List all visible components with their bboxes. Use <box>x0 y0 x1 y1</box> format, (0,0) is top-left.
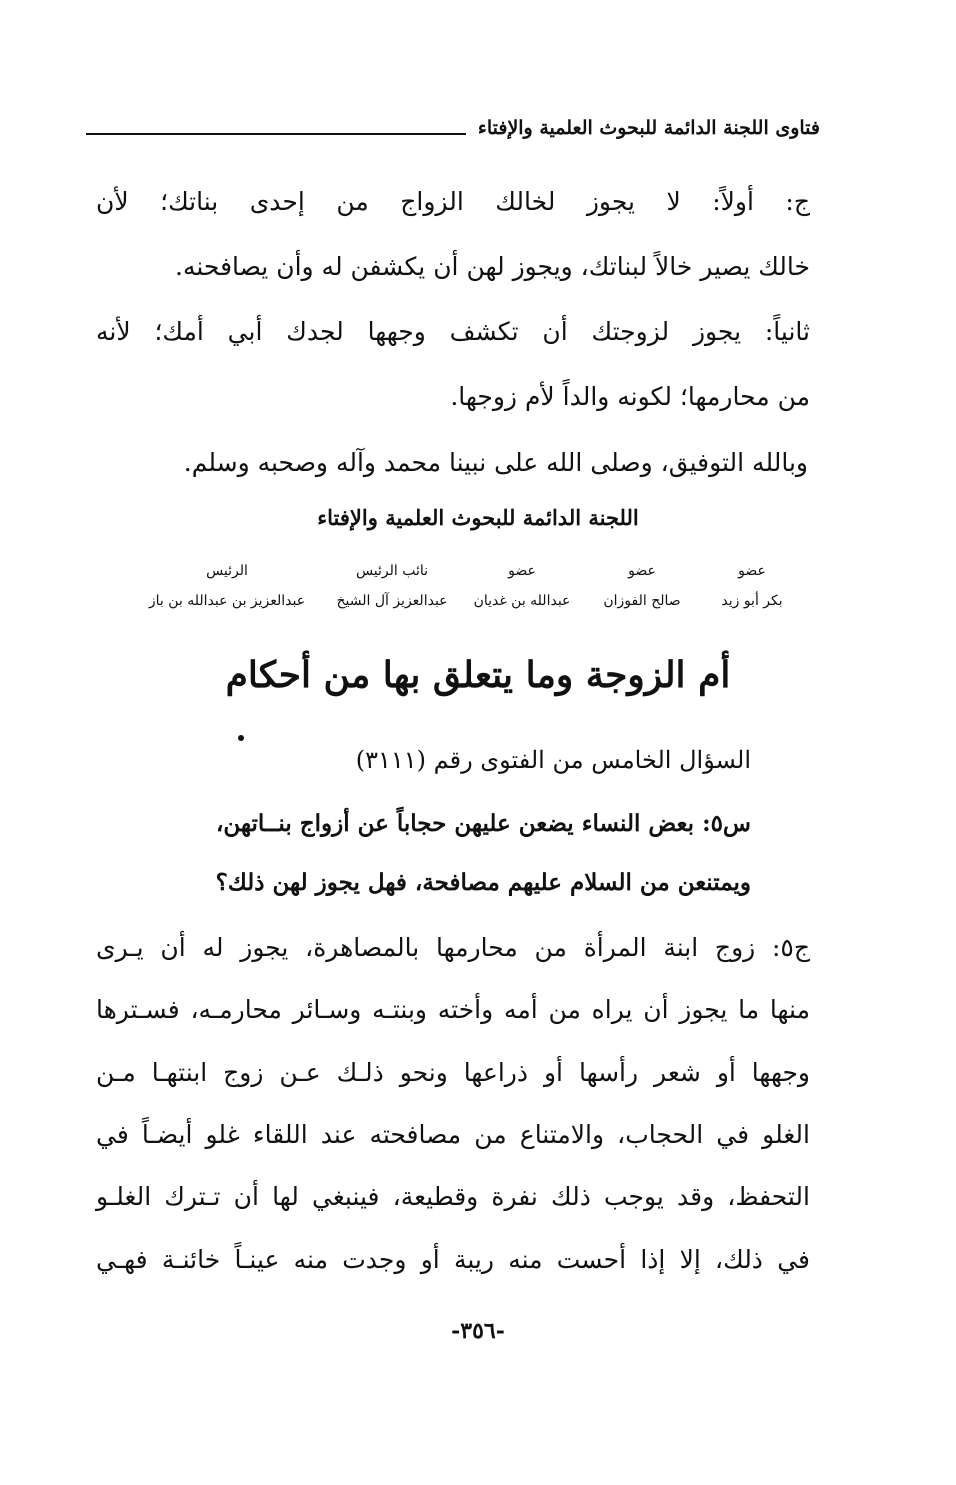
answer-line-2: منها ما يجوز أن يراه من أمه وأخته وبنتـه وسـائر محارمـه، فسـترها <box>96 995 810 1024</box>
header-rule <box>86 133 466 135</box>
section-title: أم الزوجة وما يتعلق بها من أحكام <box>225 654 731 696</box>
signature-block <box>100 556 812 616</box>
question-reference: السؤال الخامس من الفتوى رقم (٣١١١) <box>355 746 751 774</box>
signature-member-1 <box>721 556 782 616</box>
question-line-2: ويمتنعن من السلام عليهم مصافحة، فهل يجوز لهن ذلك؟ <box>215 869 751 896</box>
signature-member-5 <box>149 556 305 616</box>
answer-prev-line-2: خالك يصير خالاً لبناتك، ويجوز لهن أن يكشفن له وأن يصافحنه. <box>175 252 810 281</box>
answer-line-5: التحفظ، وقد يوجب ذلك نفرة وقطيعة، فينبغي لها أن تـترك الغلـو <box>96 1182 810 1211</box>
signature-name: عبدالعزيز آل الشيخ <box>336 593 448 609</box>
page-number: -٣٥٦- <box>451 1318 505 1344</box>
signature-role: الرئيس <box>206 563 248 579</box>
signature-name: عبدالله بن غديان <box>473 593 571 609</box>
running-header <box>86 108 820 148</box>
header-title: فتاوى اللجنة الدائمة للبحوث العلمية والإفتاء <box>477 117 820 139</box>
signature-role: عضو <box>508 563 536 579</box>
answer-prev-line-1: ج: أولاً: لا يجوز لخالك الزواج من إحدى بناتك؛ لأن <box>96 187 810 216</box>
signature-name: بكر أبو زيد <box>721 593 783 609</box>
signature-name: عبدالعزيز بن عبدالله بن باز <box>148 593 306 609</box>
question-line-1: س٥: بعض النساء يضعن عليهن حجاباً عن أزواج بنــاتهن، <box>216 810 751 837</box>
signature-role: عضو <box>738 563 766 579</box>
closing-line: وبالله التوفيق، وصلى الله على نبينا محمد وآله وصحبه وسلم. <box>183 448 808 477</box>
signature-member-3 <box>474 556 571 616</box>
signature-member-4 <box>336 556 447 616</box>
signature-member-2 <box>603 556 680 616</box>
answer-line-1: ج٥: زوج ابنة المرأة من محارمها بالمصاهرة، يجوز له أن يـرى <box>96 933 810 962</box>
signature-role: عضو <box>628 563 656 579</box>
signature-role: نائب الرئيس <box>355 563 429 579</box>
answer-prev-line-4: من محارمها؛ لكونه والداً لأم زوجها. <box>450 382 810 411</box>
answer-line-3: وجهها أو شعر رأسها أو ذراعها ونحو ذلـك عـن زوج ابنتهـا مـن <box>96 1058 810 1087</box>
signature-name: صالح الفوزان <box>603 593 681 609</box>
answer-prev-line-3: ثانياً: يجوز لزوجتك أن تكشف وجهها لجدك أبي أمك؛ لأنه <box>96 317 810 346</box>
committee-title: اللجنة الدائمة للبحوث العلمية والإفتاء <box>317 505 639 530</box>
answer-line-6: في ذلك، إلا إذا أحست منه ريبة أو وجدت منه عينـاً خائنـة فهـي <box>96 1245 810 1274</box>
ink-dot <box>238 735 244 741</box>
answer-line-4: الغلو في الحجاب، والامتناع من مصافحته عند اللقاء غلو أيضـاً في <box>96 1120 810 1149</box>
